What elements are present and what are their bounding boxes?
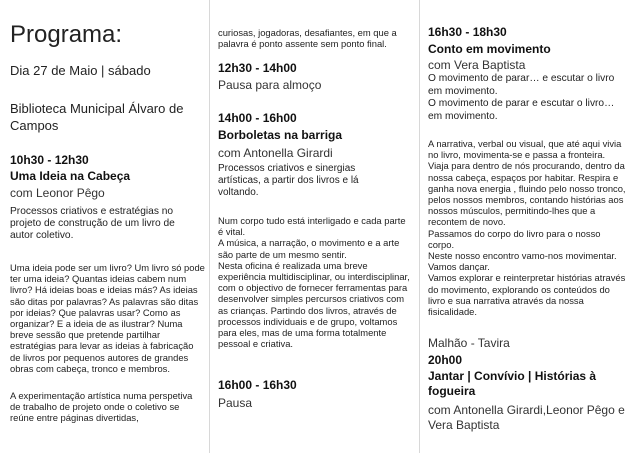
session3-title: Conto em movimento bbox=[428, 42, 551, 56]
session2-description: Num corpo tudo está interligado e cada parte é vital. A música, a narração, o movimento e a arte são parte de um mesmo sentir. Nesta oficina é realizada uma breve experiência multidisciplinar, ou interdisciplinar, com o objectivo de fornecer ferramentas para desenvolver simples percursos criativos com as crianças. Partindo dos livros, através de processos individuais e de grupo, voltamos para eles, mas de uma forma totalmente pessoal e criativa. bbox=[218, 215, 410, 350]
session2-author: com Antonella Girardi bbox=[218, 146, 333, 160]
session1-author: com Leonor Pêgo bbox=[10, 186, 105, 200]
dinner-title: Jantar | Convívio | Histórias à fogueira bbox=[428, 369, 597, 398]
event-date: Dia 27 de Maio | sábado bbox=[10, 63, 151, 78]
session1-description-2: A experimentação artística numa perspetiva de trabalho de projeto onde o coletivo se reúne entre páginas divertidas, bbox=[10, 390, 193, 424]
session3-time: 16h30 - 18h30 bbox=[428, 25, 507, 39]
lunch-label: Pausa para almoço bbox=[218, 78, 322, 92]
session1-title: Uma Ideia na Cabeça bbox=[10, 169, 131, 183]
session2-summary: Processos criativos e sinergias artísticas, a partir dos livros e lá voltando. bbox=[218, 163, 359, 198]
session3-description: A narrativa, verbal ou visual, que até aqui vivia no livro, movimenta-se e passa a fronteira. Viaja para dentro de nós procurando, dentro da nossa cabeça, espaços por habitar. Respira e ganha nova energia , fluindo pelo nosso tronco, pelos nossos membros, contando histórias aos nossos músculos, permitindo-lhes que a recontem de novo. Passamos do corpo do livro para o nosso corpo. Neste nosso encontro vamo-nos movimentar. Vamos dançar. Vamos explorar e reinterpretar histórias através do movimento, explorando os conteúdos do livro e sua narrativa através da nossa fisicalidade. bbox=[428, 138, 626, 318]
break-label: Pausa bbox=[218, 396, 253, 410]
lunch-time: 12h30 - 14h00 bbox=[218, 61, 297, 75]
column-divider-right bbox=[419, 0, 420, 453]
dinner-place: Malhão - Tavira bbox=[428, 336, 510, 350]
session2-time: 14h00 - 16h00 bbox=[218, 111, 297, 125]
session1-time: 10h30 - 12h30 bbox=[10, 153, 89, 167]
session3-lead: O movimento de parar… e escutar o livro em movimento. O movimento de parar e escutar o livro…em movimento. bbox=[428, 73, 615, 122]
dinner-authors: com Antonella Girardi,Leonor Pêgo e Vera Baptista bbox=[428, 403, 625, 432]
session3-author: com Vera Baptista bbox=[428, 58, 526, 72]
break-time: 16h00 - 16h30 bbox=[218, 378, 297, 392]
dinner-time: 20h00 bbox=[428, 353, 463, 367]
session2-title: Borboletas na barriga bbox=[218, 128, 343, 142]
session1-description: Uma ideia pode ser um livro? Um livro só pode ter uma ideia? Quantas ideias cabem num livro? Há ideias boas e ideias más? As ideias são ditas por palavras? As palavras são ditas por ideias? Que palavras usar? Como as organizar? E a ideia de as ilustrar? Numa breve sessão que pretende partilhar estratégias para levar as ideias à fabricação de livros por pequenos autores de grandes obras com cabeça, tronco e membros. bbox=[10, 262, 205, 374]
venue: Biblioteca Municipal Álvaro de Campos bbox=[10, 101, 184, 133]
page-heading: Programa: bbox=[10, 21, 123, 48]
session1-continuation: curiosas, jogadoras, desafiantes, em que a palavra é ponto assente sem ponto final. bbox=[218, 27, 397, 50]
column-divider-left bbox=[209, 0, 210, 453]
session1-summary: Processos criativos e estratégias no projeto de construção de um livro de autor coletivo. bbox=[10, 206, 175, 241]
